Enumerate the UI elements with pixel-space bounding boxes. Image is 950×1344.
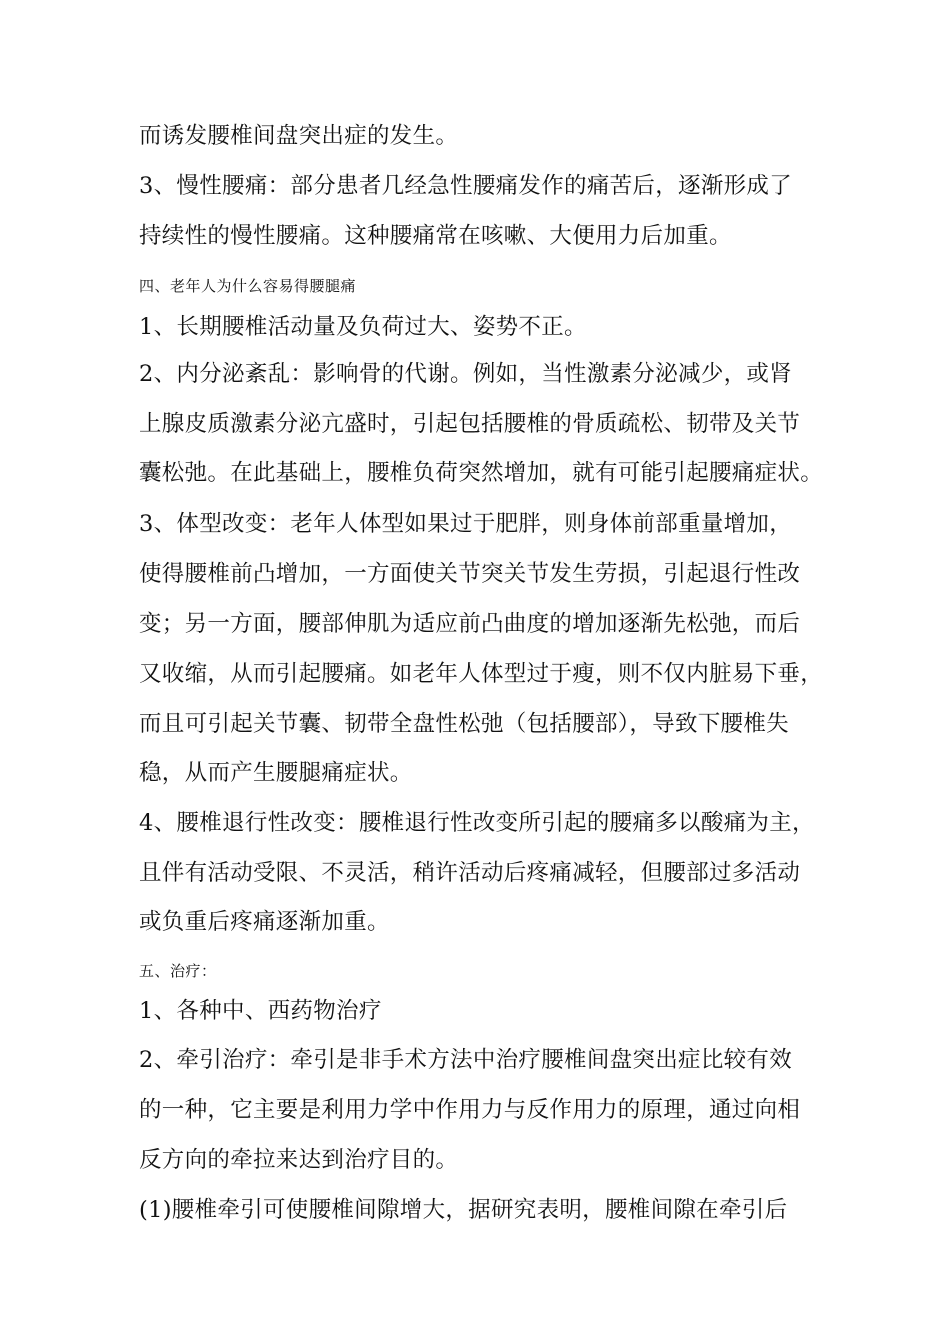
- text-line: 且伴有活动受限、不灵活，稍许活动后疼痛减轻，但腰部过多活动: [139, 860, 801, 886]
- section-heading: 四、老年人为什么容易得腰腿痛: [139, 277, 357, 295]
- text-line: 变；另一方面，腰部伸肌为适应前凸曲度的增加逐渐先松弛，而后: [139, 611, 801, 637]
- text-line: 囊松弛。在此基础上，腰椎负荷突然增加，就有可能引起腰痛症状。: [139, 460, 824, 486]
- text-line: 稳，从而产生腰腿痛症状。: [139, 760, 413, 786]
- text-line: 而且可引起关节囊、韧带全盘性松弛（包括腰部），导致下腰椎失: [139, 711, 789, 737]
- text-line: 使得腰椎前凸增加，一方面使关节突关节发生劳损，引起退行性改: [139, 561, 801, 587]
- text-line: 1、长期腰椎活动量及负荷过大、姿势不正。: [139, 314, 587, 340]
- text-line: 的一种，它主要是利用力学中作用力与反作用力的原理，通过向相: [139, 1097, 801, 1123]
- section-heading: 五、治疗：: [139, 962, 217, 980]
- text-line: 2、牵引治疗：牵引是非手术方法中治疗腰椎间盘突出症比较有效: [139, 1047, 793, 1073]
- text-line: 4、腰椎退行性改变：腰椎退行性改变所引起的腰痛多以酸痛为主，: [139, 810, 815, 836]
- text-line: 1、各种中、西药物治疗: [139, 998, 382, 1024]
- text-line: 又收缩，从而引起腰痛。如老年人体型过于瘦，则不仅内脏易下垂，: [139, 661, 824, 687]
- section-text-line: 持续性的慢性腰痛。这种腰痛常在咳嗽、大便用力后加重。: [139, 223, 732, 249]
- text-line: 2、内分泌紊乱：影响骨的代谢。例如，当性激素分泌减少，或肾: [139, 361, 793, 387]
- text-line: 3、体型改变：老年人体型如果过于肥胖，则身体前部重量增加，: [139, 511, 793, 537]
- text-line: (1)腰椎牵引可使腰椎间隙增大，据研究表明，腰椎间隙在牵引后: [139, 1197, 788, 1223]
- text-line: 反方向的牵拉来达到治疗目的。: [139, 1147, 459, 1173]
- text-line: 或负重后疼痛逐渐加重。: [139, 909, 390, 935]
- text-line: 而诱发腰椎间盘突出症的发生。: [139, 123, 459, 149]
- text-line: 3、慢性腰痛：部分患者几经急性腰痛发作的痛苦后，逐渐形成了: [139, 173, 793, 199]
- text-line: 上腺皮质激素分泌亢盛时，引起包括腰椎的骨质疏松、韧带及关节: [139, 411, 801, 437]
